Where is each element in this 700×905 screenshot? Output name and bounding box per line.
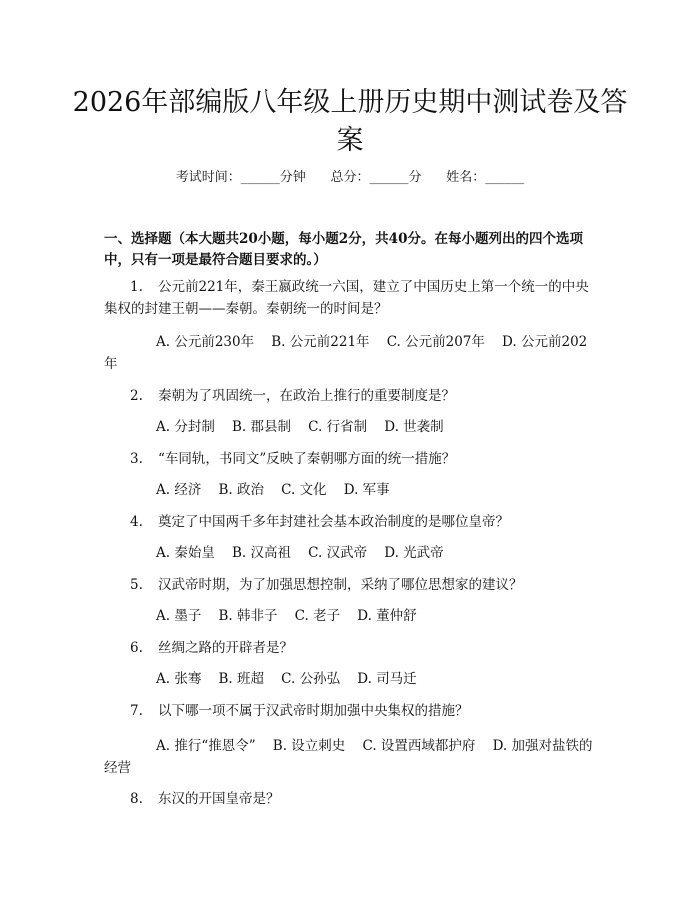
- question-number: 8.: [130, 791, 143, 807]
- question-options: A. 分封制 B. 郡县制 C. 行省制 D. 世袭制: [156, 419, 444, 435]
- question-options: A. 墨子 B. 韩非子 C. 老子 D. 董仲舒: [156, 608, 417, 624]
- question-text: [104, 511, 600, 533]
- question-options: A. 秦始皇 B. 汉高祖 C. 汉武帝 D. 光武帝: [156, 545, 444, 561]
- question-text: [104, 574, 600, 596]
- question-body: 丝绸之路的开辟者是？: [158, 640, 293, 656]
- question-options: A. 推行“推恩令” B. 设立刺史 C. 设置西域都护府 D. 加强对盐铁的经营: [104, 738, 593, 776]
- question-body: 公元前221年，秦王嬴政统一六国，建立了中国历史上第一个统一的中央集权的封建王朝——秦朝。秦朝统一的时间是？: [104, 279, 589, 317]
- question-number: 2.: [130, 388, 143, 404]
- page-title: 2026年部编版八年级上册历史期中测试卷及答案: [72, 87, 628, 156]
- question-body: 奠定了中国两千多年封建社会基本政治制度的是哪位皇帝？: [158, 514, 509, 530]
- question-options: A. 张骞 B. 班超 C. 公孙弘 D. 司马迁: [156, 671, 417, 687]
- question-text: [104, 448, 600, 470]
- question-body: 汉武帝时期，为了加强思想控制，采纳了哪位思想家的建议？: [158, 577, 523, 593]
- question-options: A. 经济 B. 政治 C. 文化 D. 军事: [156, 482, 390, 498]
- question-body: “车同轨，书同文”反映了秦朝哪方面的统一措施？: [158, 451, 456, 467]
- question-number: 1.: [130, 279, 143, 295]
- question-number: 5.: [130, 577, 143, 593]
- question-body: 以下哪一项不属于汉武帝时期加强中央集权的措施？: [158, 703, 469, 719]
- question-text: [104, 700, 600, 722]
- question-body: 秦朝为了巩固统一，在政治上推行的重要制度是？: [158, 388, 455, 404]
- section-heading: 一、选择题（本大题共20小题，每小题2分，共40分。在每小题列出的四个选项中，只有一项是最符合题目要求的。）: [104, 231, 583, 268]
- question-text: [104, 788, 600, 810]
- question-number: 4.: [130, 514, 143, 530]
- question-number: 3.: [130, 451, 143, 467]
- question-number: 6.: [130, 640, 143, 656]
- question-text: [104, 637, 600, 659]
- question-number: 7.: [130, 703, 143, 719]
- question-body: 东汉的开国皇帝是？: [158, 791, 280, 807]
- question-text: [104, 276, 600, 320]
- question-options: A. 公元前230年 B. 公元前221年 C. 公元前207年 D. 公元前202年: [104, 334, 588, 372]
- exam-info-line: 考试时间：______分钟 总分：______分 姓名：______: [175, 170, 525, 185]
- question-text: [104, 385, 600, 407]
